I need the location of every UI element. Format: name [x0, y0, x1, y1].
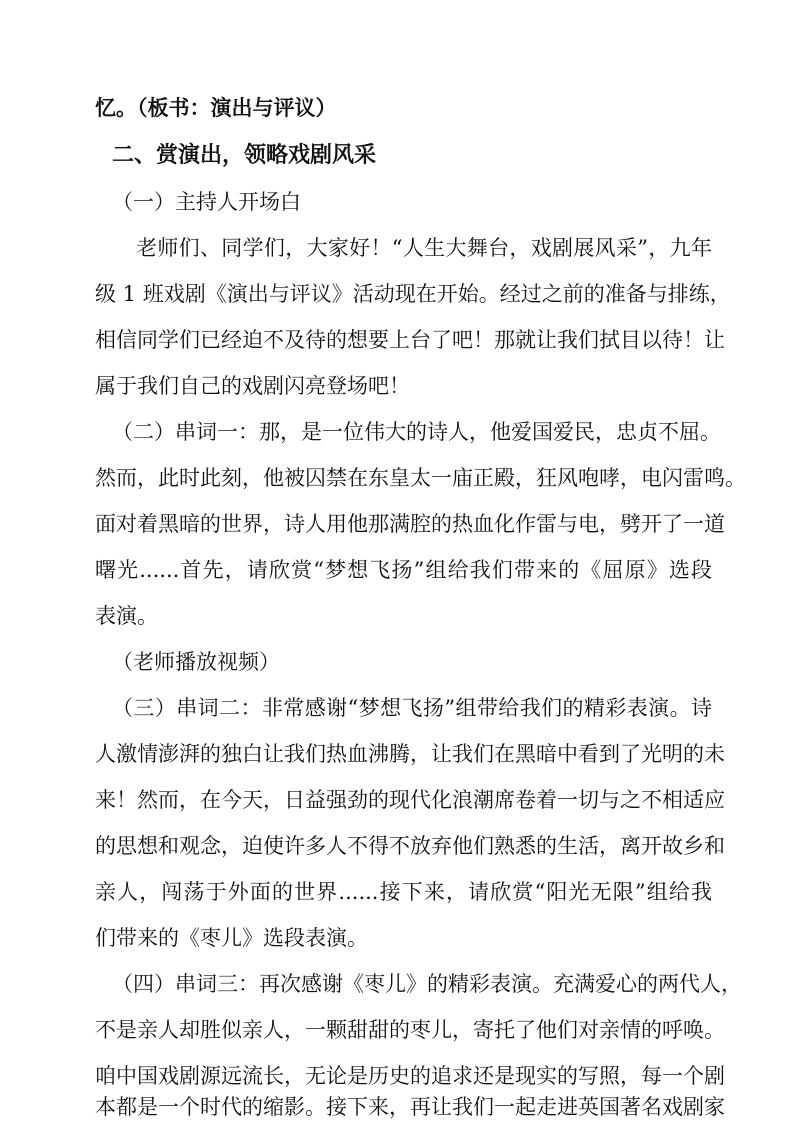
stage-direction: （老师播放视频）	[112, 650, 280, 674]
paragraph-line: 然而，此时此刻，他被囚禁在东皇太一庙正殿，狂风咆哮，电闪雷鸣。	[95, 466, 746, 490]
board-note-line: 忆。（板书：演出与评议）	[95, 95, 337, 120]
paragraph-line: 级 1 班戏剧《演出与评议》活动现在开始。经过之前的准备与排练，	[95, 282, 731, 306]
paragraph-line: 面对着黑暗的世界，诗人用他那满腔的热血化作雷与电，劈开了一道	[95, 512, 725, 536]
paragraph-line: 表演。	[95, 604, 158, 628]
paragraph-line: 人激情澎湃的独白让我们热血沸腾，让我们在黑暗中看到了光明的未	[95, 742, 725, 766]
paragraph-line: （三）串词二：非常感谢“梦想飞扬”组带给我们的精彩表演。诗	[112, 696, 712, 720]
subsection-title: （一）主持人开场白	[112, 190, 301, 214]
paragraph-line: （二）串词一：那，是一位伟大的诗人，他爱国爱民，忠贞不屈。	[112, 420, 721, 444]
paragraph-line: 来！然而，在今天，日益强劲的现代化浪潮席卷着一切与之不相适应	[95, 788, 725, 812]
paragraph-line: 相信同学们已经迫不及待的想要上台了吧！那就让我们拭目以待！让	[95, 328, 725, 352]
paragraph-line: 属于我们自己的戏剧闪亮登场吧！	[95, 374, 410, 398]
paragraph-line: 不是亲人却胜似亲人，一颗甜甜的枣儿，寄托了他们对亲情的呼唤。	[95, 1018, 725, 1042]
paragraph-line: 本都是一个时代的缩影。接下来，再让我们一起走进英国著名戏剧家	[95, 1095, 725, 1119]
paragraph-line: （四）串词三：再次感谢《枣儿》的精彩表演。充满爱心的两代人，	[112, 972, 742, 996]
paragraph-line: 老师们、同学们，大家好！“人生大舞台，戏剧展风采”，九年	[136, 236, 712, 260]
paragraph-line: 亲人，闯荡于外面的世界......接下来，请欣赏“阳光无限”组给我	[95, 880, 712, 904]
paragraph-line: 咱中国戏剧源远流长，无论是历史的追求还是现实的写照，每一个剧	[95, 1064, 725, 1088]
paragraph-line: 曙光......首先，请欣赏“梦想飞扬”组给我们带来的《屈原》选段	[95, 558, 712, 582]
paragraph-line: 们带来的《枣儿》选段表演。	[95, 926, 368, 950]
paragraph-line: 的思想和观念，迫使许多人不得不放弃他们熟悉的生活，离开故乡和	[95, 834, 725, 858]
section-heading: 二、赏演出，领略戏剧风采	[112, 143, 377, 168]
